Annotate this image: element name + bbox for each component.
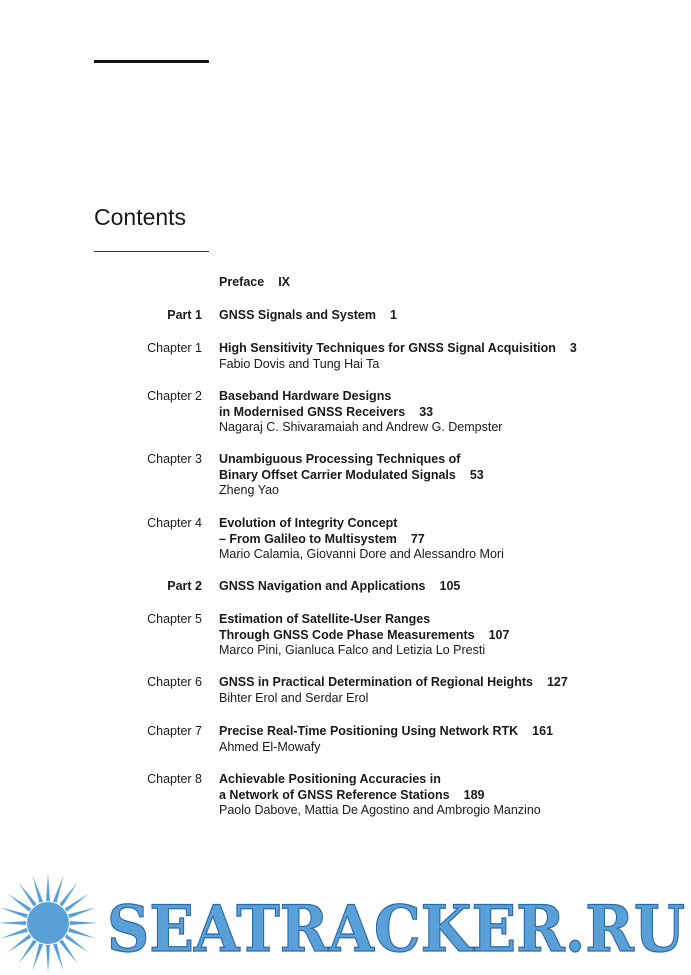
entry-page-number: 161: [532, 724, 553, 738]
entry-page-number: 33: [419, 404, 434, 419]
entry-title-text: – From Galileo to Multisystem: [219, 531, 397, 546]
entry-authors: Bihter Erol and Serdar Erol: [219, 690, 369, 705]
contents-heading: Contents: [94, 204, 187, 230]
entry-title-line: [219, 788, 541, 804]
entry-authors: Paolo Dabove, Mattia De Agostino and Ambrogio Manzino: [219, 803, 541, 817]
sun-burst-icon: [0, 873, 98, 973]
entry-body: [219, 341, 577, 372]
entry-title-line: [219, 628, 509, 644]
entry-body: [219, 308, 397, 324]
entry-title-text: Estimation of Satellite-User Ranges: [219, 612, 431, 626]
top-rule: [94, 60, 209, 63]
entry-body: [219, 275, 290, 291]
entry-page-number: IX: [278, 275, 290, 289]
entry-title-line: [219, 772, 541, 788]
entry-title-line: [219, 389, 502, 405]
watermark-text: SEATRACKER.RU: [107, 892, 685, 967]
entry-label: Part 2: [167, 579, 202, 593]
entry-body: [219, 675, 568, 706]
entry-authors: Zheng Yao: [219, 483, 280, 497]
entry-label: Chapter 6: [147, 675, 202, 689]
entry-label: Chapter 1: [147, 341, 202, 355]
entry-label: Chapter 3: [147, 452, 202, 466]
entry-label: Chapter 4: [147, 516, 202, 530]
entry-title-line: [219, 532, 504, 548]
entry-title-text: High Sensitivity Techniques for GNSS Signal Acquisition: [219, 341, 556, 355]
entry-title-line: [219, 452, 484, 468]
entry-title-text: in Modernised GNSS Receivers: [219, 404, 406, 419]
entry-title-line: [219, 612, 509, 628]
entry-authors: Nagaraj C. Shivaramaiah and Andrew G. Dempster: [219, 420, 503, 434]
entry-title-text: GNSS Signals and System: [219, 308, 376, 322]
entry-page-number: 189: [463, 787, 485, 802]
entry-body: [219, 724, 553, 755]
entry-page-number: 105: [439, 579, 461, 593]
entry-authors: Mario Calamia, Giovanni Dore and Alessandro Mori: [219, 547, 504, 561]
watermark: [0, 868, 691, 975]
entry-title-line: [219, 724, 553, 740]
entry-body: [219, 389, 502, 436]
entry-title-line: [219, 579, 460, 595]
entry-page-number: 1: [390, 308, 397, 322]
entry-title-text: Baseband Hardware Designs: [219, 389, 392, 403]
entry-title-text: Evolution of Integrity Concept: [219, 516, 398, 530]
entry-body: [219, 579, 460, 595]
entry-title-line: [219, 516, 504, 532]
entry-page-number: 77: [410, 531, 425, 546]
entry-title-text: Unambiguous Processing Techniques of: [219, 452, 461, 466]
entry-authors: Fabio Dovis and Tung Hai Ta: [219, 356, 380, 371]
entry-body: [219, 516, 504, 563]
entry-title-line: [219, 341, 577, 357]
entry-body: [219, 772, 541, 819]
entry-label: Chapter 7: [147, 724, 202, 738]
entry-authors: Ahmed El-Mowafy: [219, 739, 321, 754]
entry-title-line: [219, 308, 397, 324]
heading-rule: [94, 251, 209, 252]
entry-title-line: [219, 275, 290, 291]
entry-page-number: 127: [546, 675, 568, 689]
entry-title-text: Preface: [219, 275, 265, 289]
entry-title-text: Achievable Positioning Accuracies in: [219, 772, 441, 786]
entry-page-number: 53: [469, 467, 484, 482]
entry-body: [219, 452, 484, 499]
entry-page-number: 107: [488, 627, 510, 642]
entry-title-line: [219, 405, 502, 421]
entry-title-text: Precise Real-Time Positioning Using Network RTK: [219, 724, 519, 738]
entry-title-line: [219, 675, 568, 691]
entry-title-line: [219, 468, 484, 484]
entry-title-text: GNSS Navigation and Applications: [219, 579, 426, 593]
entry-body: [219, 612, 509, 659]
entry-title-text: Binary Offset Carrier Modulated Signals: [219, 467, 456, 482]
entry-label: Chapter 8: [147, 772, 202, 786]
entry-title-text: Through GNSS Code Phase Measurements: [219, 627, 475, 642]
entry-page-number: 3: [569, 341, 577, 355]
entry-label: Part 1: [167, 308, 202, 322]
entry-title-text: a Network of GNSS Reference Stations: [219, 787, 450, 802]
entry-authors: Marco Pini, Gianluca Falco and Letizia Lo Presti: [219, 643, 486, 657]
entry-label: Chapter 2: [147, 389, 202, 403]
entry-label: Chapter 5: [147, 612, 202, 626]
entry-title-text: GNSS in Practical Determination of Regional Heights: [219, 675, 533, 689]
